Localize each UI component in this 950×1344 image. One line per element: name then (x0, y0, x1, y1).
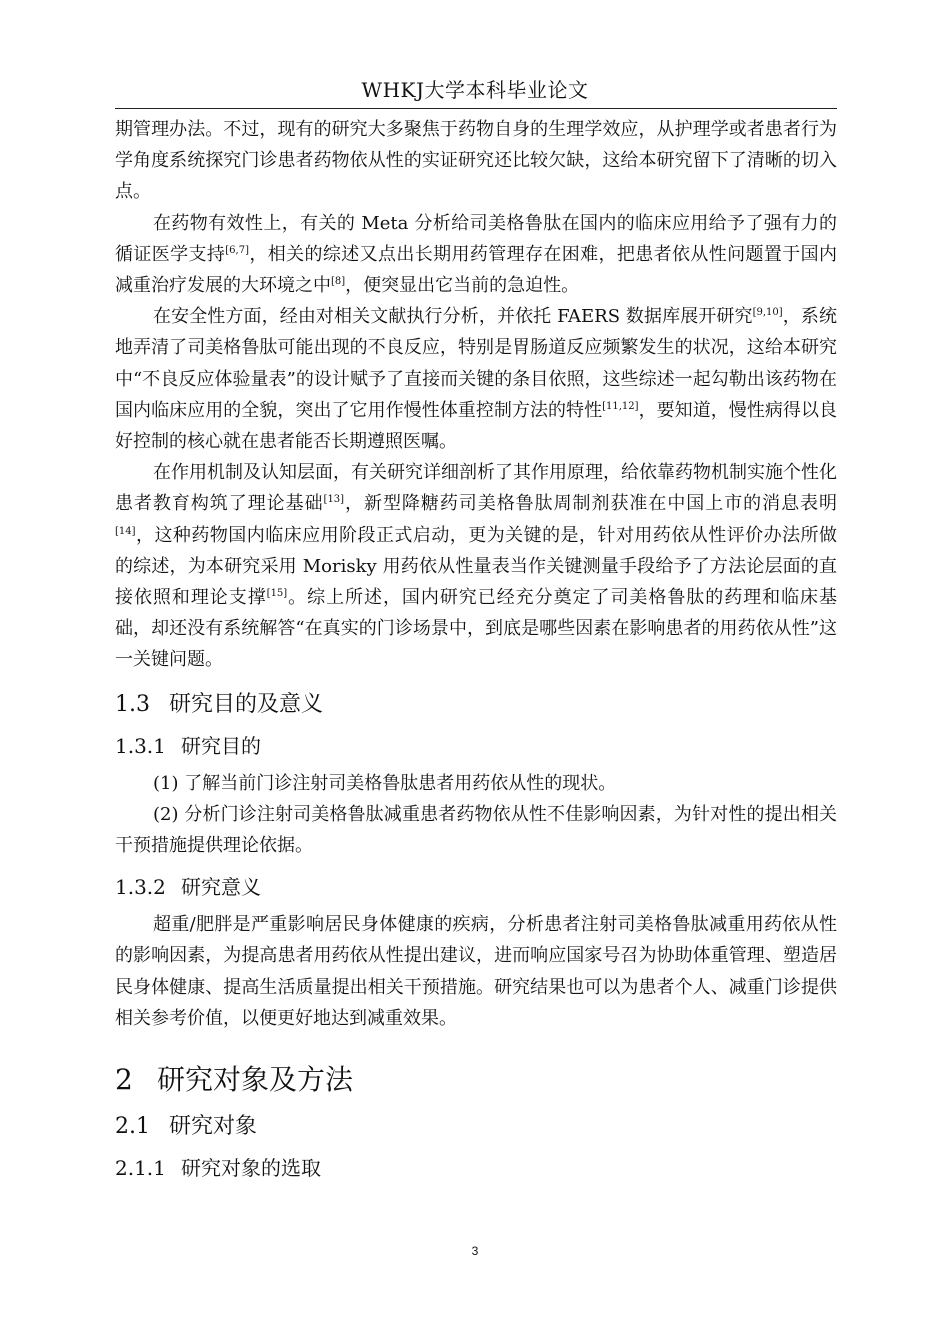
section-title: 研究目的 (181, 733, 261, 758)
section-heading (115, 690, 837, 720)
purpose-item: (2) 分析门诊注射司美格鲁肽减重患者药物依从性不佳影响因素，为针对性的提出相关干预措施提供理论依据。 (115, 803, 837, 857)
section-heading (115, 1112, 837, 1142)
section-number: 1.3.1 (115, 733, 166, 758)
running-header: WHKJ大学本科毕业论文 (361, 78, 589, 102)
subsection-heading (115, 732, 837, 760)
citation: [9,10] (752, 307, 783, 319)
section-number: 1.3 (115, 691, 150, 717)
citation: [13] (323, 494, 345, 506)
header-rule (115, 108, 837, 109)
text-run: ，这种药物国内临床应用阶段正式启动，更为关键的是，针对用药依从性评价办法所做的综述，为本研究采用 Morisky 用药依从性量表当作关键测量手段给予了方法论层面的直接依照和理论支撑 (115, 524, 837, 609)
paragraph-continued: 期管理办法。不过，现有的研究大多聚焦于药物自身的生理学效应，从护理学或者患者行为学角度系统探究门诊患者药物依从性的实证研究还比较欠缺，这给本研究留下了清晰的切入点。 (115, 119, 837, 203)
subsection-heading (115, 873, 837, 901)
section-title: 研究对象 (169, 1114, 258, 1140)
section-title: 研究意义 (181, 875, 261, 900)
citation: [15] (266, 588, 288, 600)
citation: [6,7] (225, 244, 249, 256)
section-title: 研究对象及方法 (157, 1063, 354, 1097)
paragraph-mechanism (115, 457, 837, 675)
chapter-heading (115, 1062, 837, 1098)
text-run: ，便突显出它当前的急迫性。 (345, 275, 580, 297)
text-run: ，相关的综述又点出长期用药管理存在困难，把患者依从性问题置于国内减重治疗发展的大环境之中 (115, 243, 838, 297)
section-title: 研究目的及意义 (169, 691, 324, 717)
section-number: 2 (115, 1063, 133, 1097)
text-run: 在药物有效性上，有关的 Meta 分析给司美格鲁肽在国内的临床应用给予了强有力的循证医学支持 (115, 212, 837, 265)
citation: [11,12] (602, 400, 639, 412)
page-body (115, 114, 837, 1190)
section-title: 研究对象的选取 (181, 1156, 321, 1181)
section-number: 2.1.1 (115, 1156, 166, 1181)
text-run: 在作用机制及认知层面，有关研究详细剖析了其作用原理，给依靠药物机制实施个性化患者教育构筑了理论基础 (115, 462, 837, 515)
paragraph-safety (115, 301, 837, 457)
subsection-heading (115, 1154, 837, 1182)
citation: [14] (115, 525, 136, 537)
paragraph-efficacy (115, 208, 837, 302)
text-run: ，系统地弄清了司美格鲁肽可能出现的不良反应，特别是胃肠道反应频繁发生的状况，这给本研究中“不良反应体验量表”的设计赋予了直接而关键的条目依照，这些综述一起勾勒出该药物在国内临床应用的全貌，突出了它用作慢性体重控制方法的特性 (115, 306, 837, 421)
text-run: ，新型降糖药司美格鲁肽周制剂获准在中国上市的消息表明 (344, 493, 837, 515)
page-number: 3 (471, 1244, 479, 1258)
purpose-item: (1) 了解当前门诊注射司美格鲁肽患者用药依从性的现状。 (153, 772, 617, 794)
text-run: ，要知道，慢性病得以良好控制的核心就在患者能否长期遵照医嘱。 (115, 399, 837, 453)
text-run: 。综上所述，国内研究已经充分奠定了司美格鲁肽的药理和临床基础，却还没有系统解答“在真实的门诊场景中，到底是哪些因素在影响患者的用药依从性”这一关键问题。 (115, 587, 837, 671)
section-number: 2.1 (115, 1114, 150, 1140)
section-number: 1.3.2 (115, 875, 166, 900)
citation: [8] (331, 276, 346, 288)
text-run: 在安全性方面，经由对相关文献执行分析，并依托 FAERS 数据库展开研究 (153, 306, 753, 328)
paragraph-significance: 超重/肥胖是严重影响居民身体健康的疾病，分析患者注射司美格鲁肽减重用药依从性的影响因素，为提高患者用药依从性提出建议，进而响应国家号召为协助体重管理、塑造居民身体健康、提高生活质量提出相关干预措施。研究结果也可以为患者个人、减重门诊提供相关参考价值，以便更好地达到减重效果。 (115, 914, 837, 1029)
